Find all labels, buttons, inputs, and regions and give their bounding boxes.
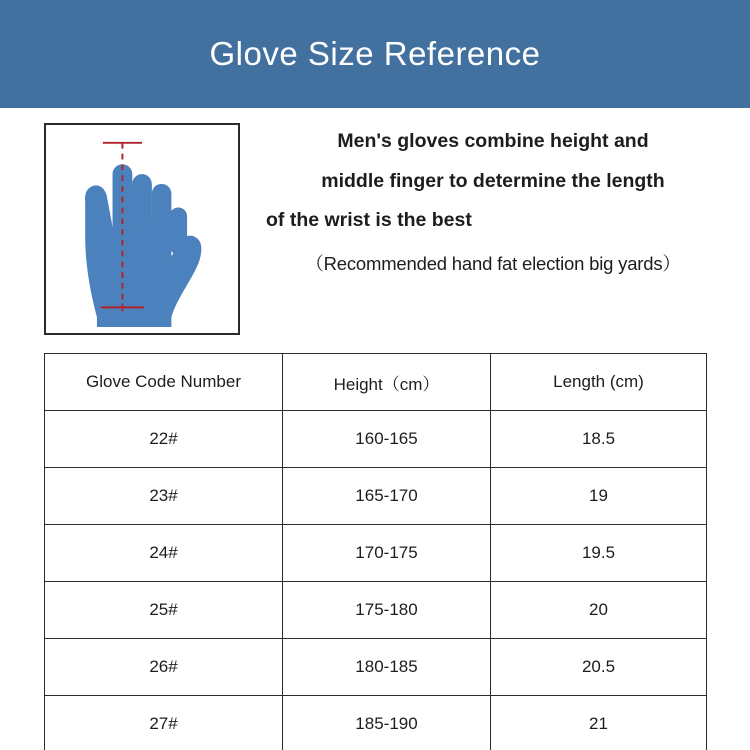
page-title: Glove Size Reference [209,35,541,72]
cell-length: 18.5 [491,411,707,468]
glove-size-table [44,353,707,750]
cell-code: 25# [45,582,283,639]
table-row [45,468,707,525]
cell-code: 22# [45,411,283,468]
column-header-height: Height（cm） [283,354,491,411]
cell-length: 20 [491,582,707,639]
size-table-section [0,335,750,750]
cell-height: 185-190 [283,696,491,750]
cell-length: 19 [491,468,707,525]
table-header-row [45,354,707,411]
table-row [45,696,707,750]
cell-length: 21 [491,696,707,750]
cell-code: 27# [45,696,283,750]
cell-code: 23# [45,468,283,525]
cell-height: 180-185 [283,639,491,696]
cell-code: 24# [45,525,283,582]
page-header [0,0,750,108]
intro-line-1: Men's gloves combine height and [337,130,649,152]
intro-section [0,108,750,335]
table-row [45,639,707,696]
intro-line-3: of the wrist is the best [266,209,472,232]
column-header-code: Glove Code Number [45,354,283,411]
cell-length: 19.5 [491,525,707,582]
table-row [45,525,707,582]
cell-height: 160-165 [283,411,491,468]
hand-measurement-diagram-icon [46,125,238,333]
hand-diagram-box [44,123,240,335]
table-row [45,411,707,468]
intro-note: （Recommended hand fat election big yards） [305,253,681,275]
cell-height: 175-180 [283,582,491,639]
cell-code: 26# [45,639,283,696]
intro-text-block [240,123,728,291]
cell-height: 170-175 [283,525,491,582]
table-body [45,411,707,750]
column-header-length: Length (cm) [491,354,707,411]
intro-line-2: middle finger to determine the length [321,169,665,192]
cell-height: 165-170 [283,468,491,525]
table-row [45,582,707,639]
cell-length: 20.5 [491,639,707,696]
